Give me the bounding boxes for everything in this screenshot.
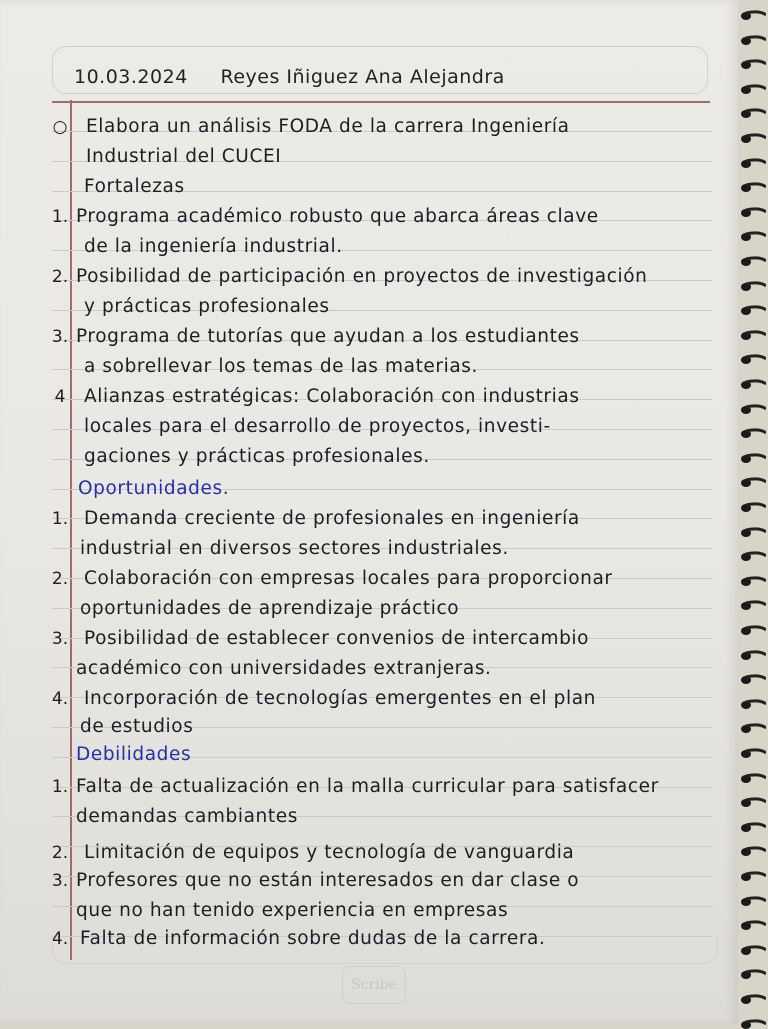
spiral-ring-icon [736, 527, 766, 537]
item-line: Colaboración con empresas locales para proporcionar [84, 568, 613, 589]
item-number: 4. [51, 689, 69, 709]
spiral-ring-icon [736, 896, 766, 906]
item-line: Posibilidad de establecer convenios de intercambio [84, 628, 590, 649]
item-line: Limitación de equipos y tecnología de vanguardia [84, 842, 575, 863]
spiral-ring-icon [736, 773, 766, 783]
footer-box [52, 935, 718, 964]
item-line: de estudios [80, 716, 194, 737]
spiral-ring-icon [736, 453, 766, 463]
section-title-debilidades: Debilidades [76, 744, 192, 765]
item-line: de la ingeniería industrial. [84, 236, 343, 257]
spiral-ring-icon [736, 551, 766, 561]
spiral-ring-icon [736, 158, 766, 168]
spiral-ring-icon [736, 797, 766, 807]
item-line: industrial en diversos sectores industriales. [80, 538, 509, 559]
spiral-ring-icon [736, 428, 766, 438]
item-line: Incorporación de tecnologías emergentes en el plan [84, 688, 596, 709]
spiral-ring-icon [736, 35, 766, 45]
item-line: académico con universidades extranjeras. [76, 658, 492, 679]
spiral-ring-icon [736, 1019, 766, 1029]
item-number: 2. [51, 569, 69, 589]
spiral-ring-icon [736, 822, 766, 832]
item-number: 4. [51, 929, 69, 949]
item-number: 1. [51, 777, 69, 797]
header-line [74, 66, 505, 88]
item-line: locales para el desarrollo de proyectos, investi- [84, 416, 551, 437]
left-margin-line [70, 100, 72, 960]
item-line: Falta de actualización en la malla curricular para satisfacer [76, 776, 659, 797]
spiral-ring-icon [736, 871, 766, 881]
intro-line: Elabora un análisis FODA de la carrera Ingeniería [86, 116, 570, 137]
spiral-ring-icon [736, 133, 766, 143]
spiral-ring-icon [736, 108, 766, 118]
spiral-ring-icon [736, 650, 766, 660]
spiral-ring-icon [736, 207, 766, 217]
spiral-ring-icon [736, 231, 766, 241]
item-line: oportunidades de aprendizaje práctico [80, 598, 460, 619]
intro-line: Industrial del CUCEI [86, 146, 282, 167]
item-line: gaciones y prácticas profesionales. [84, 446, 430, 467]
item-line: Programa de tutorías que ayudan a los estudiantes [76, 326, 580, 347]
spiral-ring-icon [736, 723, 766, 733]
spiral-ring-icon [736, 625, 766, 635]
spiral-ring-icon [736, 576, 766, 586]
spiral-ring-icon [736, 674, 766, 684]
spiral-ring-icon [736, 600, 766, 610]
spiral-ring-icon [736, 354, 766, 364]
spiral-ring-icon [736, 330, 766, 340]
spiral-ring-icon [736, 182, 766, 192]
spiral-ring-icon [736, 379, 766, 389]
spiral-ring-icon [736, 969, 766, 979]
item-line: Alianzas estratégicas: Colaboración con industrias [84, 386, 580, 407]
section-title-oportunidades: Oportunidades. [78, 478, 230, 499]
item-number: 3. [51, 871, 69, 891]
header-name: Reyes Iñiguez Ana Alejandra [220, 66, 505, 88]
item-number: 2. [51, 843, 69, 863]
top-margin-line [52, 101, 710, 103]
spiral-ring-icon [736, 699, 766, 709]
spiral-ring-icon [736, 748, 766, 758]
spiral-ring-icon [736, 477, 766, 487]
spiral-ring-icon [736, 281, 766, 291]
item-number: 1. [51, 207, 69, 227]
section-title-fortalezas: Fortalezas [84, 176, 185, 197]
spiral-ring-icon [736, 59, 766, 69]
spiral-ring-icon [736, 846, 766, 856]
item-number: 3. [51, 629, 69, 649]
item-number: 2. [51, 267, 69, 287]
header-date: 10.03.2024 [74, 66, 188, 88]
spiral-ring-icon [736, 920, 766, 930]
scribe-logo: Scribe [342, 966, 406, 1004]
spiral-ring-icon [736, 502, 766, 512]
item-line: que no han tenido experiencia en empresas [76, 900, 509, 921]
intro-bullet: ○ [52, 117, 68, 137]
item-line: demandas cambiantes [76, 806, 298, 827]
spiral-ring-icon [736, 256, 766, 266]
item-line: Falta de información sobre dudas de la carrera. [80, 928, 546, 949]
item-line: Demanda creciente de profesionales en ingeniería [84, 508, 580, 529]
item-line: Posibilidad de participación en proyectos de investigación [76, 266, 648, 287]
spiral-ring-icon [736, 994, 766, 1004]
spiral-ring-icon [736, 84, 766, 94]
item-line: Profesores que no están interesados en dar clase o [76, 870, 580, 891]
item-number: 3. [51, 327, 69, 347]
spiral-ring-icon [736, 10, 766, 20]
spiral-ring-icon [736, 305, 766, 315]
item-line: a sobrellevar los temas de las materias. [84, 356, 479, 377]
item-number: 1. [51, 509, 69, 529]
item-line: y prácticas profesionales [84, 296, 330, 317]
spiral-ring-icon [736, 945, 766, 955]
spiral-ring-icon [736, 404, 766, 414]
item-line: Programa académico robusto que abarca áreas clave [76, 206, 599, 227]
item-number: 4 [54, 387, 66, 407]
